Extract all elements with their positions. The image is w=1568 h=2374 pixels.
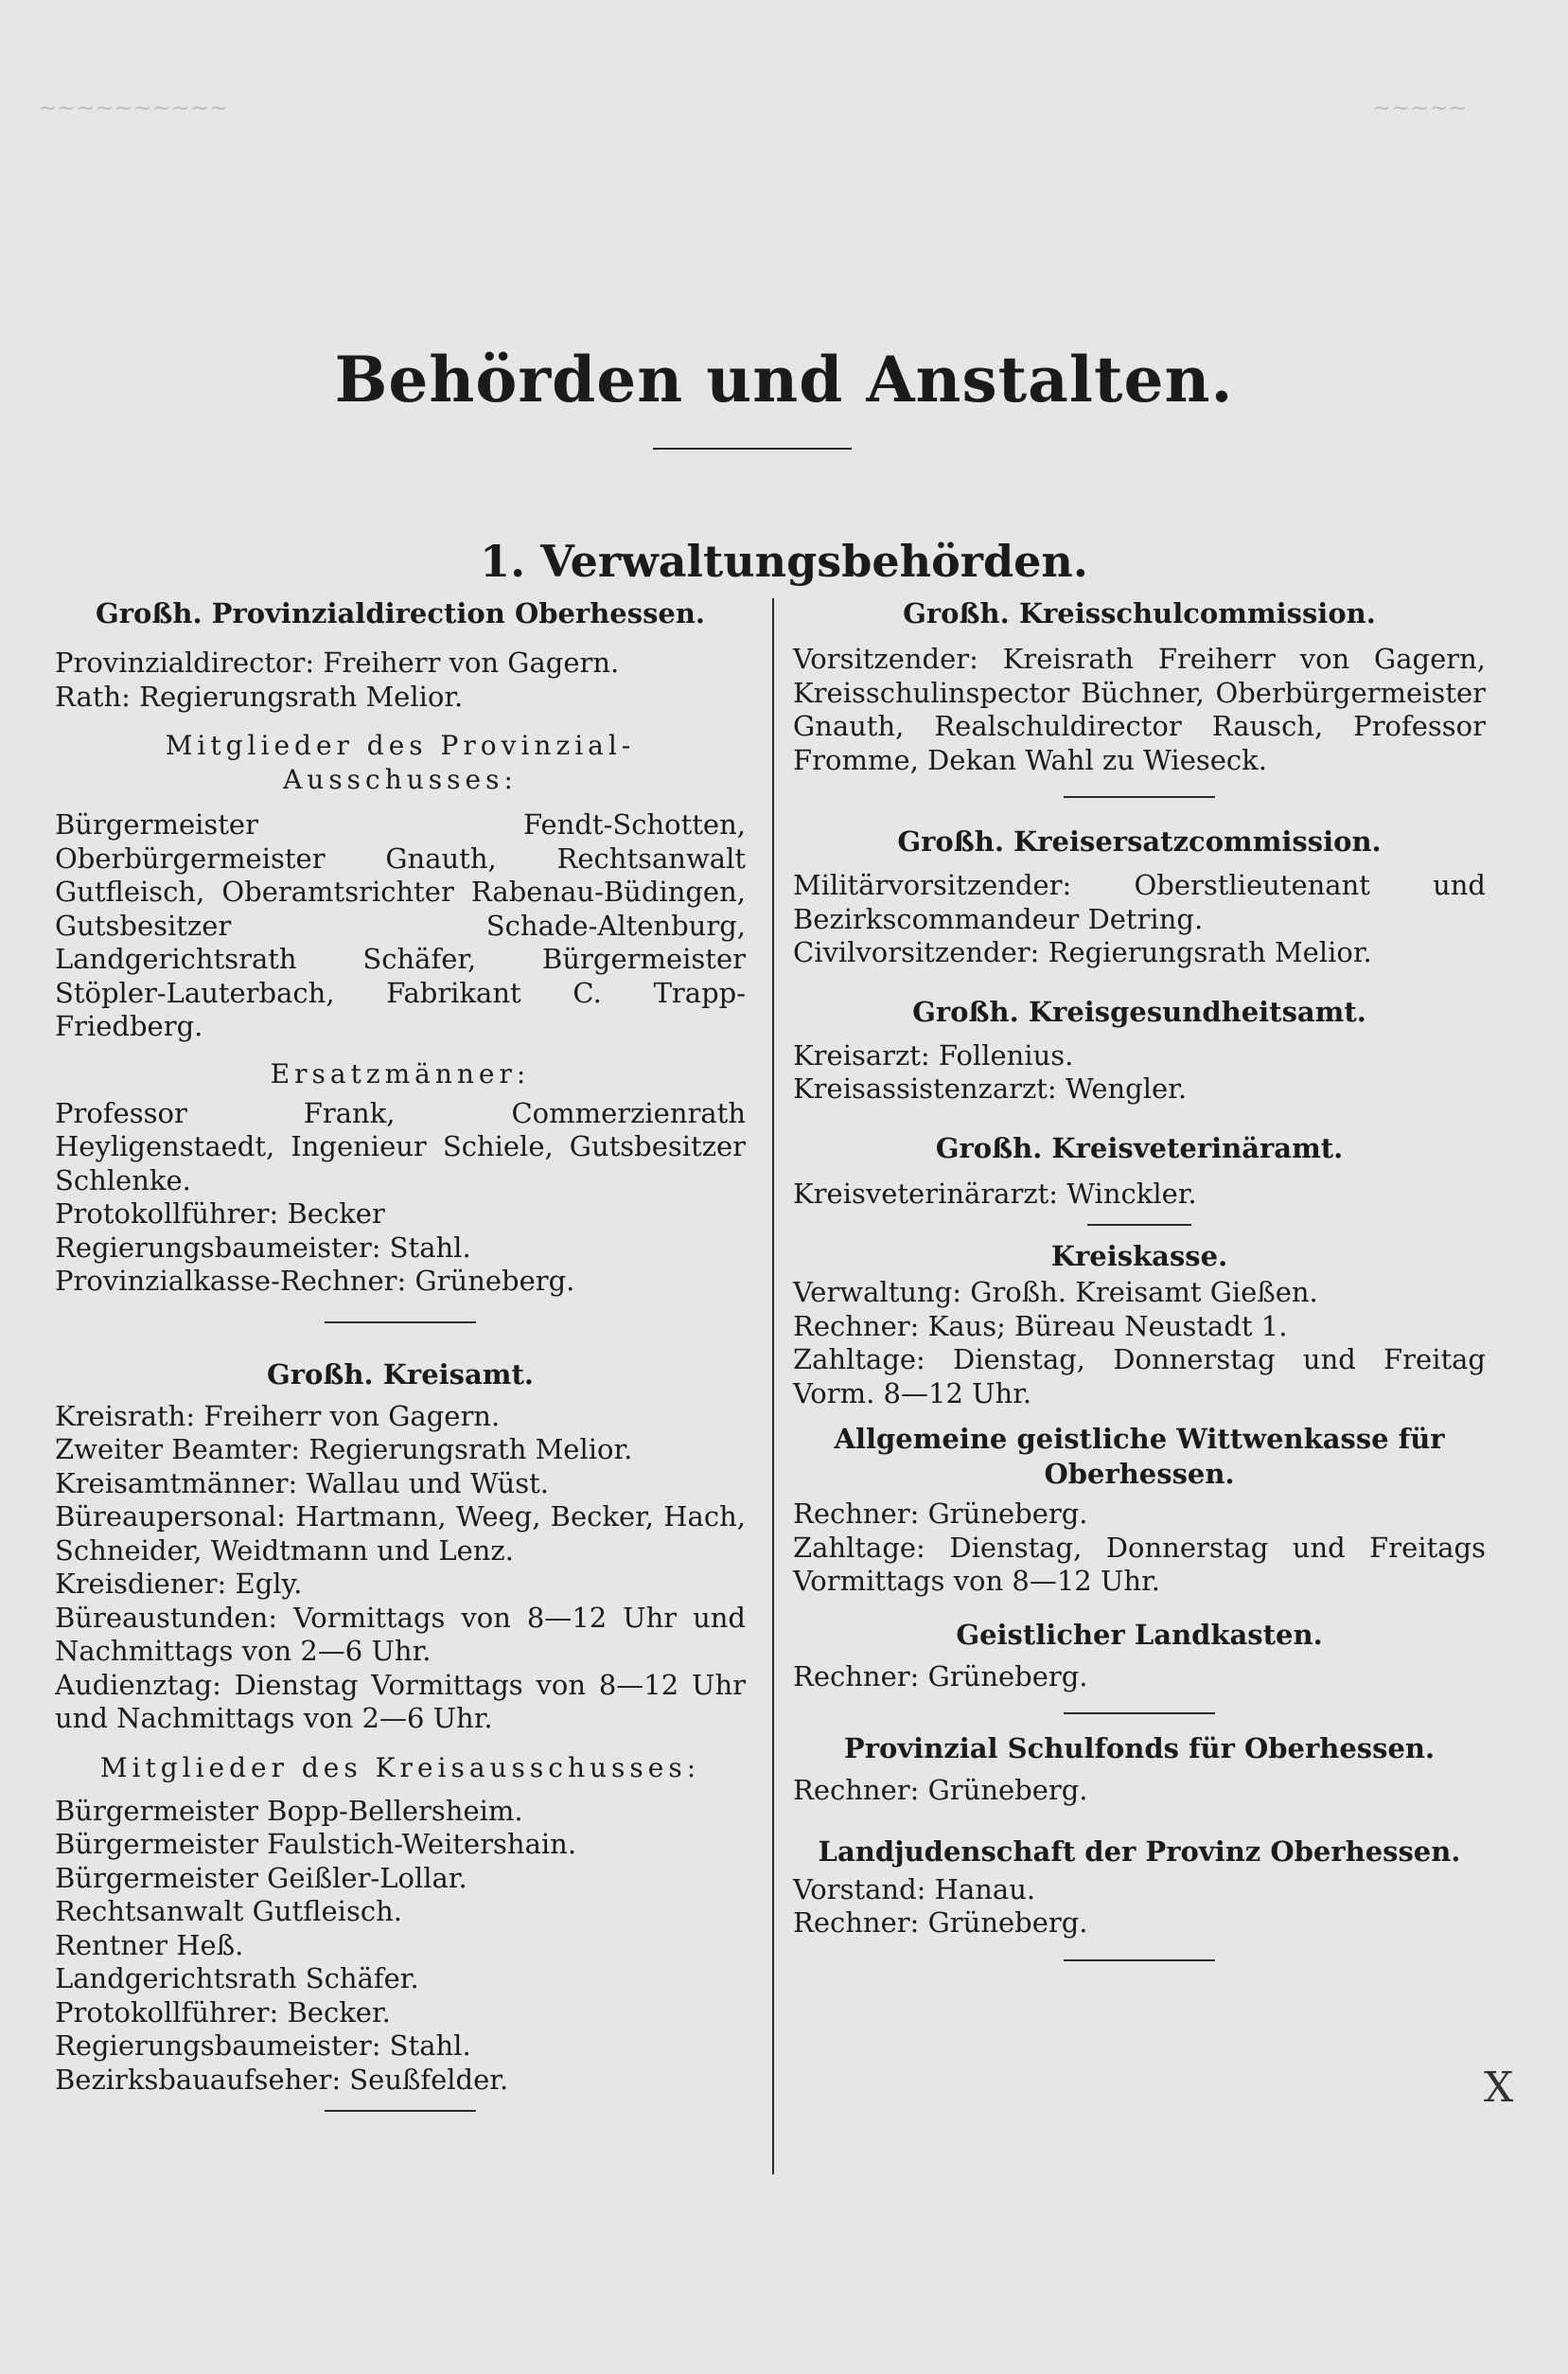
provinzialdirector-line: Provinzialdirector: Freiherr von Gagern. (55, 647, 620, 679)
wittwenkasse-heading: Allgemeine geistliche Wittwenkasse für Oberhessen. (834, 1423, 1445, 1490)
left-column (55, 596, 746, 2112)
wittwenkasse-zahltage-line: Zahltage: Dienstag, Donnerstag und Freitags Vormittags von 8—12 Uhr. (793, 1531, 1486, 1597)
schulfonds-heading: Provinzial Schulfonds für Oberhessen. (843, 1732, 1436, 1764)
provinzial-ausschuss-members: Bürgermeister Fendt-Schotten, Oberbürgermeister Gnauth, Rechtsanwalt Gutfleisch, Oberamtsrichter Rabenau-Büdingen, Gutsbesitzer Schade-Altenburg, Landgerichtsrath Schäfer, Bürgermeister Stöpler-Lauterbach, Fabrikant C. Trapp-Friedberg. (55, 808, 746, 1042)
provinzialdirection-heading: Großh. Provinzialdirection Oberhessen. (95, 597, 706, 629)
kreisveterinaeramt-heading: Großh. Kreisveterinäramt. (935, 1131, 1344, 1164)
kreiskasse-heading: Kreiskasse. (1050, 1240, 1228, 1272)
handwritten-x-mark: X (1484, 2064, 1514, 2112)
wittwenkasse-rechner-line: Rechner: Grüneberg. (793, 1497, 1088, 1530)
rechner-line: Rechner: Kaus; Büreau Neustadt 1. (793, 1309, 1288, 1342)
title-divider (653, 448, 852, 450)
militaervorsitzender-line: Militärvorsitzender: Oberstlieutenant und Bezirkscommandeur Detring. (793, 869, 1486, 935)
kreisschulcommission-heading: Großh. Kreisschulcommission. (903, 597, 1376, 629)
kreisausschuss-member: Bürgermeister Bopp-Bellersheim. (55, 1794, 523, 1827)
kreisausschuss-member: Bürgermeister Geißler-Lollar. (55, 1861, 467, 1894)
kreisamt-heading: Großh. Kreisamt. (267, 1357, 534, 1391)
landjudenschaft-rechner-line: Rechner: Grüneberg. (793, 1906, 1088, 1939)
landkasten-rechner-line: Rechner: Grüneberg. (793, 1659, 1088, 1692)
kreisarzt-line: Kreisarzt: Follenius. (793, 1038, 1074, 1072)
protokollfuehrer-line: Protokollführer: Becker (55, 1197, 385, 1230)
provinzialkasse-line: Provinzialkasse-Rechner: Grüneberg. (55, 1265, 575, 1297)
section-title: 1. Verwaltungsbehörden. (480, 536, 1088, 588)
kreisausschuss-heading: Mitglieder des Kreisausschusses: (99, 1751, 701, 1783)
ersatzmaenner-list: Professor Frank, Commerzienrath Heyligenstaedt, Ingenieur Schiele, Gutsbesitzer Schlenke. (55, 1096, 746, 1196)
schulfonds-rechner-line: Rechner: Grüneberg. (793, 1774, 1088, 1806)
bleed-through-text: ~~~~~~~~~~ (38, 95, 229, 121)
bleed-through-text: ~~~~~ (1372, 95, 1468, 121)
column-divider (772, 598, 774, 2174)
section-divider (325, 2110, 476, 2112)
kreisausschuss-member: Landgerichtsrath Schäfer. (55, 1962, 419, 1994)
ersatzmaenner-heading: Ersatzmänner: (270, 1057, 531, 1090)
kreisausschuss-member: Protokollführer: Becker. (55, 1995, 391, 2029)
kreisersatzcommission-heading: Großh. Kreisersatzcommission. (897, 825, 1382, 858)
vorstand-line: Vorstand: Hanau. (793, 1872, 1036, 1905)
regierungsbaumeister-line: Regierungsbaumeister: Stahl. (55, 1231, 471, 1264)
zahltage-line: Zahltage: Dienstag, Donnerstag und Freitag Vorm. 8—12 Uhr. (793, 1343, 1486, 1409)
kreisrath-line: Kreisrath: Freiherr von Gagern. (55, 1399, 501, 1432)
zweiter-beamter-line: Zweiter Beamter: Regierungsrath Melior. (55, 1433, 633, 1465)
kreisausschuss-member: Bezirksbauaufseher: Seußfelder. (55, 2063, 509, 2096)
audienztag-line: Audienztag: Dienstag Vormittags von 8—12 Uhr und Nachmittags von 2—6 Uhr. (55, 1668, 746, 1734)
verwaltung-line: Verwaltung: Großh. Kreisamt Gießen. (793, 1276, 1318, 1308)
bureaustunden-line: Büreaustunden: Vormittags von 8—12 Uhr und Nachmittags von 2—6 Uhr. (55, 1601, 746, 1667)
kreisausschuss-member: Rechtsanwalt Gutfleisch. (55, 1895, 402, 1927)
kreisausschuss-member: Bürgermeister Faulstich-Weitershain. (55, 1828, 577, 1860)
kreisausschuss-member: Regierungsbaumeister: Stahl. (55, 2029, 471, 2062)
kreisamtmaenner-line: Kreisamtmänner: Wallau und Wüst. (55, 1466, 549, 1499)
kreisdiener-line: Kreisdiener: Egly. (55, 1568, 303, 1600)
kreisschulcommission-text: Vorsitzender: Kreisrath Freiherr von Gagern, Kreisschulinspector Büchner, Oberbürgermeister Gnauth, Realschuldirector Rausch, Professor Fromme, Dekan Wahl zu Wieseck. (793, 643, 1486, 776)
civilvorsitzender-line: Civilvorsitzender: Regierungsrath Melior. (793, 936, 1372, 968)
page-title: Behörden und Anstalten. (334, 343, 1234, 417)
section-divider (1064, 1959, 1215, 1961)
landkasten-heading: Geistlicher Landkasten. (956, 1618, 1323, 1651)
kreisassistenzarzt-line: Kreisassistenzarzt: Wengler. (793, 1072, 1188, 1105)
provinzial-ausschuss-heading: Mitglieder des Provinzial-Ausschusses: (165, 730, 636, 795)
kreisgesundheitsamt-heading: Großh. Kreisgesundheitsamt. (912, 995, 1366, 1028)
landjudenschaft-heading: Landjudenschaft der Provinz Oberhessen. (818, 1834, 1461, 1868)
kreisveterinaerarzt-line: Kreisveterinärarzt: Winckler. (793, 1177, 1197, 1210)
kreisausschuss-member: Rentner Heß. (55, 1928, 244, 1961)
rath-line: Rath: Regierungsrath Melior. (55, 680, 464, 713)
right-column (793, 596, 1486, 1961)
bureaupersonal-line: Büreaupersonal: Hartmann, Weeg, Becker, Hach, Schneider, Weidtmann und Lenz. (55, 1500, 746, 1567)
